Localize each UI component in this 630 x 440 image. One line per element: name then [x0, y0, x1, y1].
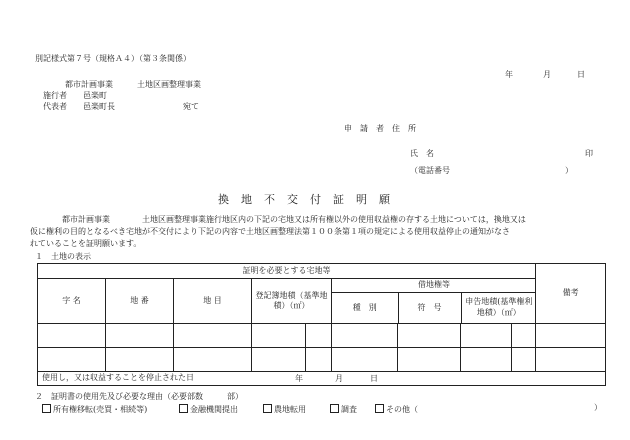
checkbox-icon[interactable] [179, 404, 188, 413]
operator-name: 邑楽町 [83, 91, 107, 100]
land-table [37, 263, 606, 386]
date-day-label: 日 [577, 70, 585, 79]
representative-label: 代表者 [43, 102, 67, 111]
table-cell[interactable] [306, 324, 332, 348]
project-type-city-planning: 都市計画事業 [65, 80, 113, 89]
remarks-header: 備考 [536, 264, 606, 324]
representative-name: 邑楽町長 [83, 102, 115, 111]
body-line-3: れていることを証明願います。 [30, 239, 142, 248]
col-header-kind: 種 別 [332, 292, 398, 323]
stop-date-row[interactable] [38, 372, 606, 386]
table-cell[interactable] [38, 348, 106, 372]
section-2-heading: ２ 証明書の使用先及び必要な理由（必要部数 部） [35, 392, 243, 401]
stop-date-month: 月 [335, 374, 343, 383]
table-cell[interactable] [536, 348, 606, 372]
option-ownership-transfer[interactable]: 所有権移転(売買・相続等) [42, 404, 147, 414]
operator-label: 施行者 [43, 91, 67, 100]
applicant-address-label: 申 請 者 住 所 [344, 124, 416, 133]
table-cell[interactable] [174, 348, 252, 372]
table-cell[interactable] [512, 324, 536, 348]
honorific: 宛て [183, 102, 199, 111]
stop-date-label: 使用し，又は収益することを停止された日 [42, 373, 194, 383]
project-type-land-readjustment: 土地区画整理事業 [137, 80, 201, 89]
col-header-area: 登記簿地積（基準地積）（㎡） [252, 279, 332, 324]
stop-date-year: 年 [295, 374, 303, 383]
col-header-declared-area: 申告地積(基準権利地積）（㎡） [465, 297, 533, 317]
table-cell[interactable] [106, 348, 174, 372]
borrowing-rights-cell [332, 279, 536, 324]
option-financial-institution[interactable]: 金融機関提出 [179, 404, 238, 414]
col-header-code: 符 号 [398, 292, 461, 323]
table-cell[interactable] [461, 348, 512, 372]
col-header-aza: 字 名 [38, 279, 106, 324]
section-1-heading: １ 土地の表示 [35, 252, 91, 261]
phone-close-paren: ） [565, 166, 573, 175]
table-cell[interactable] [252, 348, 306, 372]
body-line-1: 都市計画事業 土地区画整理事業施行地区内の下記の宅地又は所有権以外の使用収益権の存する土地については，換地又は [62, 215, 526, 224]
borrowing-rights-subtable [332, 279, 536, 323]
table-cell[interactable] [332, 324, 398, 348]
option-other-close-paren: ） [594, 403, 602, 412]
table-cell[interactable] [398, 348, 461, 372]
table-row [38, 324, 606, 348]
form-reference: 別記様式第７号（規格Ａ４）（第３条関係） [35, 54, 191, 63]
option-survey[interactable]: 調査 [330, 404, 357, 414]
date-year-label: 年 [505, 70, 513, 79]
table-cell[interactable] [536, 324, 606, 348]
body-line-2: 仮に権利の目的となるべき宅地が不交付により下記の内容で土地区画整理法第１００条第１項の規定による使用収益停止の通知がなさ [30, 227, 510, 236]
table-cell[interactable] [38, 324, 106, 348]
phone-label: （電話番号 [410, 166, 450, 175]
table-cell[interactable] [174, 324, 252, 348]
table-cell[interactable] [461, 324, 512, 348]
col-header-chiban: 地 番 [106, 279, 174, 324]
borrowing-rights-header: 借地権等 [332, 279, 536, 292]
table-cell[interactable] [106, 324, 174, 348]
stop-date-day: 日 [370, 374, 378, 383]
table-cell[interactable] [512, 348, 536, 372]
checkbox-icon[interactable] [263, 404, 272, 413]
date-month-label: 月 [543, 70, 551, 79]
group-header: 証明を必要とする宅地等 [38, 264, 536, 279]
table-cell[interactable] [398, 324, 461, 348]
seal-mark: 印 [585, 149, 593, 158]
table-cell[interactable] [252, 324, 306, 348]
table-row [38, 348, 606, 372]
option-farmland-conversion[interactable]: 農地転用 [263, 404, 306, 414]
table-cell[interactable] [306, 348, 332, 372]
option-other[interactable]: その他（ [375, 404, 418, 414]
checkbox-icon[interactable] [330, 404, 339, 413]
checkbox-icon[interactable] [42, 404, 51, 413]
col-header-chimoku: 地 目 [174, 279, 252, 324]
checkbox-icon[interactable] [375, 404, 384, 413]
document-title: 換地不交付証明願 [218, 193, 402, 206]
table-cell[interactable] [332, 348, 398, 372]
applicant-name-label: 氏 名 [410, 149, 434, 158]
